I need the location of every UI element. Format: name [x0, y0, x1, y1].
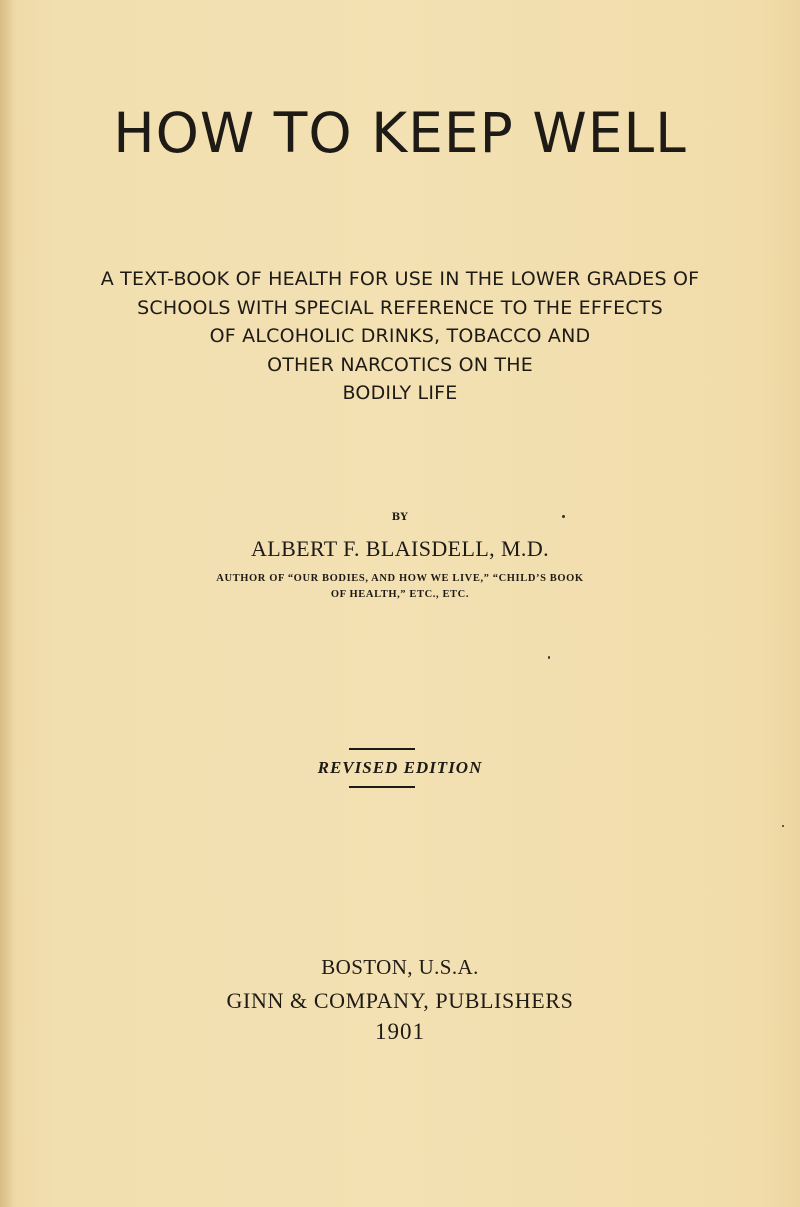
- credits-line: AUTHOR OF “OUR BODIES, AND HOW WE LIVE,” “CHILD’S BOOK: [216, 573, 584, 584]
- credits-line: OF HEALTH,” ETC., ETC.: [330, 589, 470, 600]
- book-title: HOW TO KEEP WELL: [113, 101, 687, 165]
- subtitle-line: OTHER NARCOTICS ON THE: [267, 353, 533, 376]
- subtitle-line: A TEXT-BOOK OF HEALTH FOR USE IN THE LOWER GRADES OF: [100, 268, 700, 290]
- imprint-year: 1901: [375, 1019, 425, 1044]
- paper-speck: [548, 656, 550, 659]
- edition-rule-bottom: [349, 786, 415, 788]
- by-label: BY: [391, 512, 409, 523]
- imprint-city: BOSTON, U.S.A.: [321, 955, 479, 979]
- edition-rule-top: [349, 748, 415, 750]
- imprint-publisher: GINN & COMPANY, PUBLISHERS: [226, 988, 574, 1013]
- subtitle-line: SCHOOLS WITH SPECIAL REFERENCE TO THE EFFECTS: [137, 296, 663, 319]
- author-name: ALBERT F. BLAISDELL, M.D.: [250, 536, 550, 561]
- edition-label: REVISED EDITION: [317, 758, 483, 777]
- paper-speck: [562, 515, 565, 518]
- author-credits: [0, 571, 800, 603]
- subtitle-line: OF ALCOHOLIC DRINKS, TOBACCO AND: [209, 325, 591, 347]
- subtitle-line: BODILY LIFE: [342, 382, 458, 404]
- paper-speck: [782, 825, 784, 827]
- book-subtitle: [0, 265, 800, 408]
